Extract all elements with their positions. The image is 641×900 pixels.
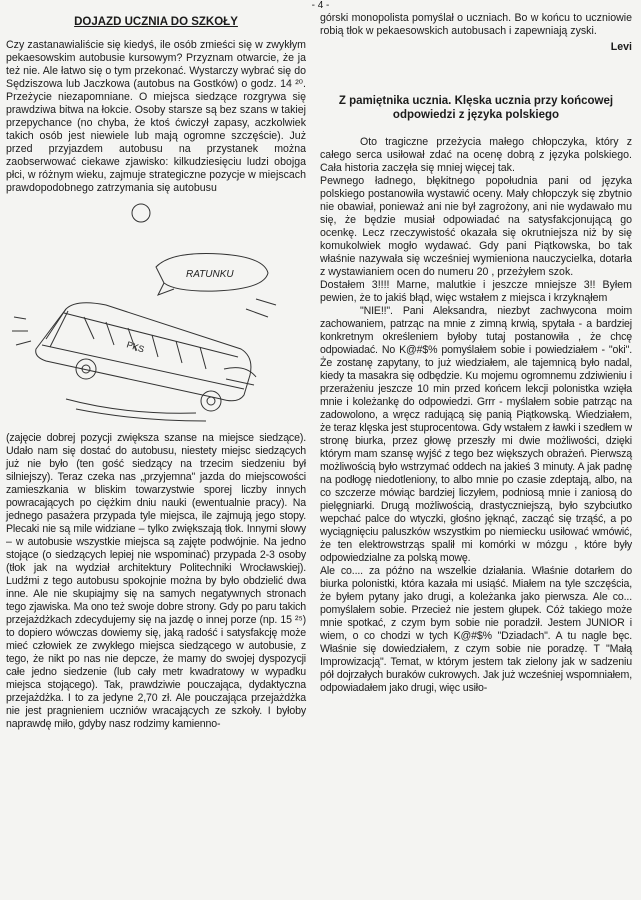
article-intro: Czy zastanawialiście się kiedyś, ile osób zmieści się w zwykłym pekaesowskim autobusie kursowym? Przyznam otwarcie, że ja też nie. Ale łatwo się o tym przekonać. Wystarczy wybrać się do Sędziszowa lub Jaczkowa (autobus na Gostków) o godz. 14 ²⁰. Przeżycie niezapomniane. O miejsca siedzące rozgrywa się prawdziwa bitwa na łokcie. Osoby starsze są bez szans w takiej przepychance (no chyba, że ktoś ćwiczył zapasy, aczkolwiek takich osób jest niewiele lub mają ogromne szczęście). Już przed przyjazdem autobusu na przystanek można zaobserwować ciekawe zjawisko: kilkudziesięciu ludzi obojga płci, w różnym wieku, zajmuje strategiczne pozycje w miejscach prawdopodobnego zatrzymania się autobusu bbox=[6, 39, 306, 194]
diary-paragraph-3: Dostałem 3!!!! Marne, malutkie i jeszcze mniejsze 3!! Byłem pewien, że to jakiś błąd, więc wstałem z miejsca i krzyknąłem bbox=[320, 279, 632, 304]
bus-drawing bbox=[12, 299, 276, 421]
bus-label: PKS bbox=[125, 339, 146, 355]
left-column bbox=[6, 12, 306, 894]
diary-paragraph-5: Ale co.... za późno na wszelkie działania. Właśnie dotarłem do biurka polonistki, która kazała mi usiąść. Miałem na tyle szczęścia, że byłem pytany jako drugi, a koleżanka jako pierwsza. Ale co... pomyślałem sobie. Przecież nie jestem głupek. Cóż takiego może mnie spotkać, z czym bym sobie nie poradził. Jestem JUNIOR i wiem, o co chodzi w tych K@#$% "Dziadach". A tu nagle bęc. Właśnie się dowiedziałem, z czym sobie nie poradzę. T "Małą Improwizacją". Temat, w którym jestem tak zielony jak w sadzeniu pół dojrzałych buraków cukrowych. Jak już wcześniej wspomniałem, odpowiadałem jako drugi, więc usiło- bbox=[320, 565, 632, 694]
diary-paragraph-2: Pewnego ładnego, błękitnego popołudnia pani od języka polskiego postanowiła wystawić oceny. Mały chłopczyk się zbytnio nie obawiał, ponieważ ani nie był zagrożony, ani nie wydawało mu się, że będzie musiał odpowiadać na satysfakcjonującą go ocenkę. Lecz rzeczywistość okazała się okrutniejsza niż by się komukolwiek mogło wydawać. Gdy pani Piątkowska, bo tak właśnie nazywała się wcześniej wymieniona nauczycielka, dotarła z wystawianiem ocen do numeru 20 , przeżyłem szok. bbox=[320, 175, 632, 278]
article-continuation-end: górski monopolista pomyślał o uczniach. Bo w końcu to uczniowie robią tłok w pekaesowskich autobusach i zapewniają zyski. bbox=[320, 12, 632, 37]
sun-icon bbox=[132, 204, 150, 222]
article-author: Levi bbox=[610, 41, 632, 53]
page-number: - 4 - bbox=[311, 0, 330, 11]
diary-paragraph-1: Oto tragiczne przeżycia małego chłopczyka, który z całego serca usiłował zdać na ocenę dobrą z języka polskiego. Cała historia zaczęła się mniej więcej tak. bbox=[320, 136, 632, 174]
sketch-caption: RATUNKU bbox=[186, 269, 234, 280]
bus-sketch bbox=[6, 199, 306, 424]
article-title: DOJAZD UCZNIA DO SZKOŁY bbox=[74, 16, 238, 28]
diary-title: Z pamiętnika ucznia. Klęska ucznia przy końcowej odpowiedzi z języka polskiego bbox=[338, 95, 614, 121]
right-column bbox=[320, 12, 632, 894]
diary-paragraph-4: "NIE!!". Pani Aleksandra, niezbyt zachwycona moim zachowaniem, patrząc na mnie z zimną krwią, spytała - a bardziej konkretnym określeniem byłoby tutaj postanowiła , że chcę odpowiadać. No K@#$% pomyślałem sobie i powiedziałem - "oki". Że zostanę zapytany, to już wiedziałem, ale tajemnicą było nadal, kiedy ta masakra się odbędzie. Ku mojemu ogromnemu zdziwieniu i przerażeniu jeszcze 10 min przed końcem lekcji polonistka wzięła mnie i koleżankę do odpowiedzi. Grrr - myślałem sobie patrząc na zadowolono, a wręcz radującą się panią Piątkowską. Wiedziałem, że teraz klęska jest stuprocentowa. Gdy wstałem z ławki i szedłem w stronę biurka, przez głowę przeszły mi dwie możliwości, dzięki którym mam szansę wyjść z tego bez większych obrażeń. Pierwszą możliwością było wstrzymać oddech na jakieś 3 minuty. A jak padnę na podłogę niedotleniony, to albo mnie po czasie zdeptają, albo, na co szczerze mówiąc bardziej liczyłem, podniosą mnie i zaniosą do pielęgniarki. Drugą możliwością, drastyczniejszą, było szybciutko wepchać palce do wtyczki, głośno jęknąć, zacząć się trząść, a po wyciągnięciu paluszków wszystkim po niemiecku usiłować wmówić, że ten elektrowstrząs spalił mi komórki w mózgu , które były odpowiedzialne za polską mowę. bbox=[320, 305, 632, 564]
article-continuation: (zajęcie dobrej pozycji zwiększa szanse na miejsce siedzące). Udało nam się dostać do autobusu, niestety miejsc siedzących już nie było (ten gość siedzący na trzecim siedzeniu był silniejszy). Teraz czeka nas „przyjemna" jazda do miejscowości zamieszkania w bliskim towarzystwie sporej liczby innych powracających po ciężkim dniu nauki (ewentualnie pracy). Na jednego pasażera przypada tyle miejsca, ile zajmują jego stopy. Plecaki nie są mile widziane – tylko zwiększają tłok. Innymi słowy – w autobusie wszystkie miejsca są zajęte podwójnie. Na jedno stojące (o siedzących lepiej nie wspominać) przypada 2-3 osoby (tłok jak na wydział architektury Politechniki Wrocławskiej). Ludźmi z tego autobusu spokojnie można by było obdzielić dwa inne. Ale nie skupiajmy się na samych negatywnych stronach tego zjawiska. Ma ono też swoje dobre strony. Gdy po paru takich przejażdżkach zdecydujemy się na jazdę o innej porze (np. 15 ²⁵) to dopiero wówczas dowiemy się, jaką radość i satysfakcję może mieć człowiek ze zwykłego miejsca siedzącego w autobusie, z tego, że nikt po nas nie depcze, że mamy do swojej dyspozycji całe jedno siedzenie (lub cały metr kwadratowy w wypadku miejsca stojącego). Tak, prawdziwie pouczająca, dydaktyczna przejażdżka. I to za jedyne 2,70 zł. Ale pouczająca przejażdżka nie jest pragnieniem uczniów wracających ze szkoły. I byłoby naprawdę miło, gdyby nasz rodzimy kamienno- bbox=[6, 432, 306, 730]
